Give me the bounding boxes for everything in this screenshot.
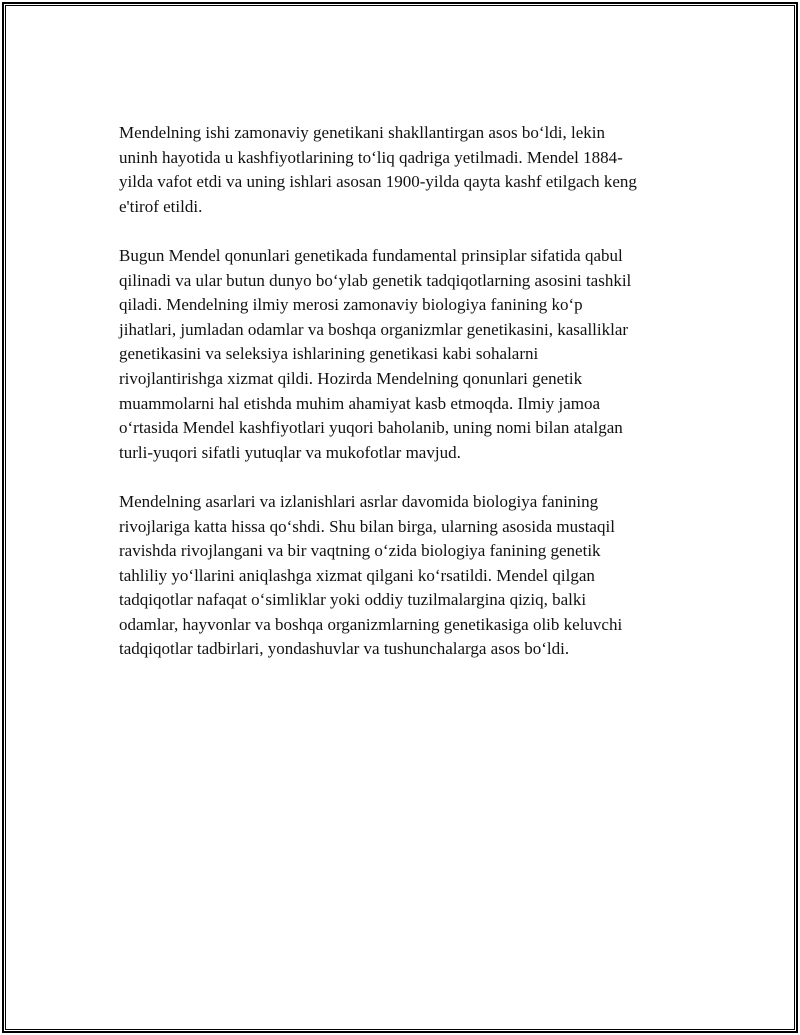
paragraph-2: Bugun Mendel qonunlari genetikada fundamental prinsiplar sifatida qabul qilinadi va ular butun dunyo bo‘ylab genetik tadqiqotlarning asosini tashkil qiladi. Mendelning ilmiy merosi zamonaviy biologiya fanining ko‘p jihatlari, jumladan odamlar va boshqa organizmlar genetikasini, kasalliklar genetikasini va seleksiya ishlarining genetikasi kabi sohalarni rivojlantirishga xizmat qildi. Hozirda Mendelning qonunlari genetik muammolarni hal etishda muhim ahamiyat kasb etmoqda. Ilmiy jamoa o‘rtasida Mendel kashfiyotlari yuqori baholanib, uning nomi bilan atalgan turli-yuqori sifatli yutuqlar va mukofotlar mavjud. [119,245,632,462]
paragraph-3: Mendelning asarlari va izlanishlari asrlar davomida biologiya fanining rivojlariga katta hissa qo‘shdi. Shu bilan birga, ularning asosida mustaqil ravishda rivojlangani va bir vaqtning o‘zida biologiya fanining genetik tahliliy yo‘llarini aniqlashga xizmat qilgani ko‘rsatildi. Mendel qilgan tadqiqotlar nafaqat o‘simliklar yoki oddiy tuzilmalargina qiziq, balki odamlar, hayvonlar va boshqa organizmlarning genetikasiga olib keluvchi tadqiqotlar tadbirlari, yondashuvlar va tushunchalarga asos bo‘ldi. [119,491,623,659]
page-border [2,2,798,1033]
paragraph-1: Mendelning ishi zamonaviy genetikani shakllantirgan asos bo‘ldi, lekin uninh hayotida u kashfiyotlarining to‘liq qadriga yetilmadi. Mendel 1884- yilda vafot etdi va uning ishlari asosan 1900-yilda qayta kashf etilgach keng e'tirof etildi. [119,123,637,216]
document-body [119,121,694,687]
